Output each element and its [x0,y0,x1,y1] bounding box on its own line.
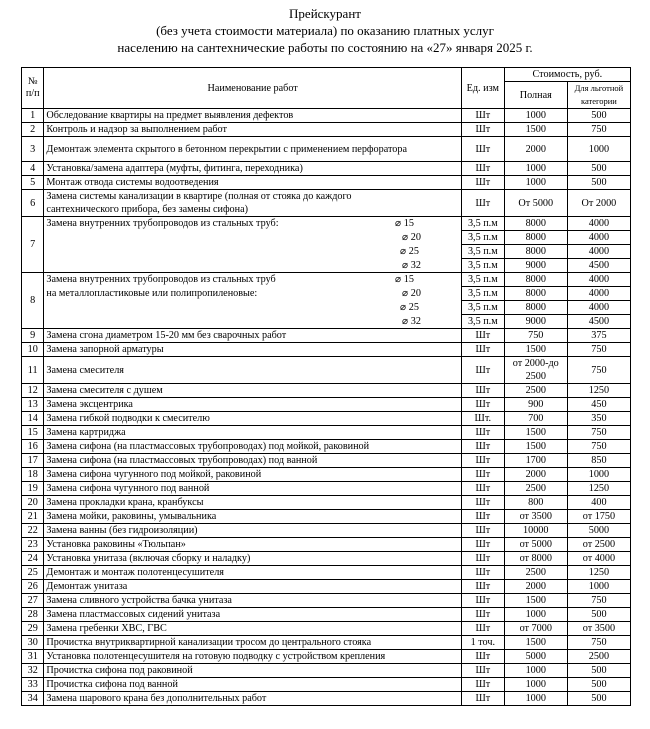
work-name-line: Замена системы канализации в квартире (полная от стояка до каждого [46,191,352,202]
row-number: 14 [22,412,44,426]
table-row [22,137,631,162]
price-full: 750 [504,329,567,343]
price-benefit: 750 [567,440,630,454]
header-name: Наименование работ [44,68,462,109]
row-number: 3 [22,137,44,162]
price-benefit: 2500 [567,650,630,664]
price-full: 5000 [504,650,567,664]
price-full: 1000 [504,678,567,692]
row-number: 13 [22,398,44,412]
work-name [44,231,462,245]
row-number: 6 [22,190,44,217]
price-benefit: 1250 [567,566,630,580]
unit-cell: Шт [461,398,504,412]
table-row [22,287,631,301]
work-name: Монтаж отвода системы водоотведения [44,176,462,190]
work-name: Замена сифона (на пластмассовых трубопроводах) под мойкой, раковиной [44,440,462,454]
unit-cell: Шт [461,343,504,357]
row-number: 17 [22,454,44,468]
table-row [22,426,631,440]
unit-cell: Шт [461,440,504,454]
work-name: Замена пластмассовых сидений унитаза [44,608,462,622]
price-benefit: 4000 [567,273,630,287]
work-name: Контроль и надзор за выполнением работ [44,123,462,137]
header-num: № п/п [22,68,44,109]
table-row [22,343,631,357]
work-name: Установка/замена адаптера (муфты, фитинга, переходника) [44,162,462,176]
unit-cell: Шт [461,580,504,594]
row-number: 25 [22,566,44,580]
price-full: 2000 [504,580,567,594]
work-name: Прочистка внутриквартирной канализации тросом до центрального стояка [44,636,462,650]
unit-cell: Шт [461,566,504,580]
work-name: Установка унитаза (включая сборку и наладку) [44,552,462,566]
title-line-3: населению на сантехнические работы по состоянию на «27» января 2025 г. [117,40,533,55]
row-number: 18 [22,468,44,482]
unit-cell: Шт [461,552,504,566]
price-full: 900 [504,398,567,412]
work-name: Прочистка сифона под ванной [44,678,462,692]
price-benefit: от 1750 [567,510,630,524]
work-name: Замена сгона диаметром 15-20 мм без сварочных работ [44,329,462,343]
table-row [22,608,631,622]
unit-cell: Шт. [461,412,504,426]
unit-cell: Шт [461,384,504,398]
table-row [22,524,631,538]
table-row [22,580,631,594]
price-full: 1700 [504,454,567,468]
work-name: Замена запорной арматуры [44,343,462,357]
table-row [22,384,631,398]
work-name: Замена мойки, раковины, умывальника [44,510,462,524]
table-row [22,692,631,706]
work-name: Демонтаж элемента скрытого в бетонном перекрытии с применением перфоратора [44,137,462,162]
unit-cell: Шт [461,162,504,176]
row-number: 16 [22,440,44,454]
price-benefit: 350 [567,412,630,426]
price-full: от 3500 [504,510,567,524]
price-benefit: 500 [567,608,630,622]
row-number: 11 [22,357,44,384]
table-row [22,496,631,510]
table-row [22,109,631,123]
unit-cell: 3,5 п.м [461,217,504,231]
price-full: 700 [504,412,567,426]
price-full: 9000 [504,259,567,273]
table-row [22,440,631,454]
work-name: Замена шарового крана без дополнительных работ [44,692,462,706]
price-full: 1500 [504,636,567,650]
unit-cell: 3,5 п.м [461,287,504,301]
unit-cell: Шт [461,357,504,384]
unit-cell: Шт [461,678,504,692]
price-benefit: от 2500 [567,538,630,552]
unit-cell: Шт [461,190,504,217]
table-row [22,176,631,190]
table-row [22,357,631,384]
row-number: 9 [22,329,44,343]
unit-cell: 3,5 п.м [461,231,504,245]
price-benefit: 1250 [567,384,630,398]
table-row [22,664,631,678]
table-row [22,273,631,287]
work-name: Замена сифона чугунного под мойкой, раковиной [44,468,462,482]
work-name: Замена гибкой подводки к смесителю [44,412,462,426]
price-full: 8000 [504,245,567,259]
price-full: от 8000 [504,552,567,566]
table-row [22,329,631,343]
price-full: 8000 [504,273,567,287]
work-name-line: Замена внутренних трубопроводов из стальных труб: [46,218,279,230]
price-full: 1000 [504,608,567,622]
unit-cell: Шт [461,109,504,123]
unit-cell: Шт [461,510,504,524]
diameter-label: ⌀ 15 [395,218,414,230]
unit-cell: Шт [461,664,504,678]
price-benefit: 400 [567,496,630,510]
price-full: 1500 [504,123,567,137]
work-name [44,287,462,301]
price-full: 1500 [504,440,567,454]
table-row [22,398,631,412]
table-row [22,259,631,273]
price-benefit: 750 [567,343,630,357]
row-number: 34 [22,692,44,706]
diameter-label: ⌀ 32 [402,259,421,271]
row-number: 12 [22,384,44,398]
price-full: 800 [504,496,567,510]
row-number: 7 [22,217,44,273]
price-benefit: 4000 [567,245,630,259]
table-row [22,301,631,315]
work-name [44,259,462,273]
price-benefit: 450 [567,398,630,412]
price-full: 2500 [504,566,567,580]
work-name: Демонтаж унитаза [44,580,462,594]
work-name: Замена сливного устройства бачка унитаза [44,594,462,608]
price-full: 1500 [504,343,567,357]
price-benefit: 750 [567,123,630,137]
table-row [22,552,631,566]
price-benefit: 500 [567,109,630,123]
price-benefit: 4500 [567,315,630,329]
table-row [22,412,631,426]
price-full: 9000 [504,315,567,329]
price-benefit: 1250 [567,482,630,496]
price-line: 2500 [525,371,546,382]
work-name: Прочистка сифона под раковиной [44,664,462,678]
price-benefit: от 4000 [567,552,630,566]
unit-cell: Шт [461,692,504,706]
price-benefit: 500 [567,664,630,678]
work-name-line: Замена внутренних трубопроводов из стальных труб [46,274,276,286]
table-row [22,482,631,496]
row-number: 28 [22,608,44,622]
price-full: 8000 [504,231,567,245]
row-number: 31 [22,650,44,664]
price-full: от 7000 [504,622,567,636]
row-number: 4 [22,162,44,176]
work-name: Замена смесителя [44,357,462,384]
price-benefit: 1000 [567,137,630,162]
price-full: 10000 [504,524,567,538]
price-table [21,67,631,706]
price-benefit: 4000 [567,287,630,301]
row-number: 20 [22,496,44,510]
price-full: 1500 [504,594,567,608]
price-full: 1000 [504,664,567,678]
price-full [504,357,567,384]
header-full: Полная [504,82,567,109]
row-number: 29 [22,622,44,636]
work-name: Установка полотенцесушителя на готовую подводку с устройством крепления [44,650,462,664]
unit-cell: Шт [461,454,504,468]
table-row [22,636,631,650]
row-number: 5 [22,176,44,190]
price-benefit: 750 [567,426,630,440]
price-full: 8000 [504,301,567,315]
table-row [22,622,631,636]
table-row [22,650,631,664]
price-full: От 5000 [504,190,567,217]
header-unit: Ед. изм [461,68,504,109]
price-benefit: 4000 [567,301,630,315]
price-benefit: От 2000 [567,190,630,217]
work-name: Демонтаж и монтаж полотенцесушителя [44,566,462,580]
unit-cell: Шт [461,482,504,496]
table-row [22,315,631,329]
table-row [22,538,631,552]
price-full: 2000 [504,468,567,482]
table-row [22,510,631,524]
price-benefit: 500 [567,176,630,190]
row-number: 23 [22,538,44,552]
unit-cell: Шт [461,622,504,636]
price-benefit: от 3500 [567,622,630,636]
price-benefit: 750 [567,636,630,650]
price-full: 8000 [504,287,567,301]
unit-cell: Шт [461,137,504,162]
unit-cell: Шт [461,329,504,343]
work-name: Замена ванны (без гидроизоляции) [44,524,462,538]
table-row [22,123,631,137]
diameter-label: ⌀ 25 [400,302,419,313]
price-benefit: 500 [567,162,630,176]
row-number: 15 [22,426,44,440]
row-number: 21 [22,510,44,524]
unit-cell: Шт [461,468,504,482]
table-row [22,190,631,217]
work-name: Замена прокладки крана, кранбуксы [44,496,462,510]
work-name-line: на металлопластиковые или полипропиленовые: [46,288,258,299]
unit-cell: Шт [461,608,504,622]
price-full: 1500 [504,426,567,440]
price-benefit: 5000 [567,524,630,538]
work-name: Обследование квартиры на предмет выявления дефектов [44,109,462,123]
unit-cell: 3,5 п.м [461,301,504,315]
price-full: 2500 [504,384,567,398]
row-number: 10 [22,343,44,357]
diameter-label: ⌀ 20 [402,232,421,243]
table-row [22,566,631,580]
row-number: 32 [22,664,44,678]
price-line: от 2000-до [512,358,559,369]
work-name: Установка раковины «Тюльпан» [44,538,462,552]
price-full: 1000 [504,109,567,123]
work-name [44,301,462,315]
price-benefit: 375 [567,329,630,343]
price-benefit: 500 [567,678,630,692]
unit-cell: 1 точ. [461,636,504,650]
diameter-label: ⌀ 15 [395,274,414,286]
work-name [44,245,462,259]
price-benefit: 1000 [567,580,630,594]
work-name [44,217,462,231]
price-full: 2500 [504,482,567,496]
table-row [22,678,631,692]
row-number: 22 [22,524,44,538]
price-benefit: 1000 [567,468,630,482]
diameter-label: ⌀ 20 [402,288,421,299]
price-benefit: 4000 [567,231,630,245]
work-name: Замена сифона чугунного под ванной [44,482,462,496]
row-number: 2 [22,123,44,137]
unit-cell: Шт [461,538,504,552]
row-number: 8 [22,273,44,329]
work-name [44,273,462,287]
price-benefit: 500 [567,692,630,706]
row-number: 30 [22,636,44,650]
unit-cell: Шт [461,176,504,190]
price-benefit: 4000 [567,217,630,231]
price-benefit: 750 [567,594,630,608]
work-name [44,315,462,329]
price-full: 2000 [504,137,567,162]
price-full: 1000 [504,176,567,190]
price-full: 1000 [504,162,567,176]
unit-cell: Шт [461,650,504,664]
unit-cell: 3,5 п.м [461,273,504,287]
row-number: 33 [22,678,44,692]
price-full: от 5000 [504,538,567,552]
table-row [22,594,631,608]
price-benefit: 850 [567,454,630,468]
unit-cell: Шт [461,496,504,510]
work-name: Замена гребенки ХВС, ГВС [44,622,462,636]
title-line-1: Прейскурант [289,6,361,21]
diameter-label: ⌀ 25 [400,246,419,257]
table-row [22,468,631,482]
table-row [22,454,631,468]
table-row [22,217,631,231]
table-row [22,231,631,245]
unit-cell: 3,5 п.м [461,259,504,273]
row-number: 24 [22,552,44,566]
row-number: 27 [22,594,44,608]
diameter-label: ⌀ 32 [402,315,421,327]
work-name: Замена картриджа [44,426,462,440]
price-benefit: 4500 [567,259,630,273]
unit-cell: Шт [461,594,504,608]
work-name: Замена сифона (на пластмассовых трубопроводах) под ванной [44,454,462,468]
table-row [22,245,631,259]
unit-cell: 3,5 п.м [461,245,504,259]
price-full: 1000 [504,692,567,706]
unit-cell: 3,5 п.м [461,315,504,329]
work-name: Замена смесителя с душем [44,384,462,398]
title-line-2: (без учета стоимости материала) по оказанию платных услуг [156,23,494,38]
work-name-line: сантехнического прибора, без замены сифона) [46,204,249,215]
price-benefit: 750 [567,357,630,384]
table-row [22,162,631,176]
unit-cell: Шт [461,426,504,440]
work-name: Замена эксцентрика [44,398,462,412]
header-cost: Стоимость, руб. [504,68,630,82]
row-number: 1 [22,109,44,123]
document-title [0,0,650,56]
row-number: 26 [22,580,44,594]
header-benefit: Для льготной категории [567,82,630,109]
row-number: 19 [22,482,44,496]
price-full: 8000 [504,217,567,231]
unit-cell: Шт [461,524,504,538]
work-name [44,190,462,217]
unit-cell: Шт [461,123,504,137]
